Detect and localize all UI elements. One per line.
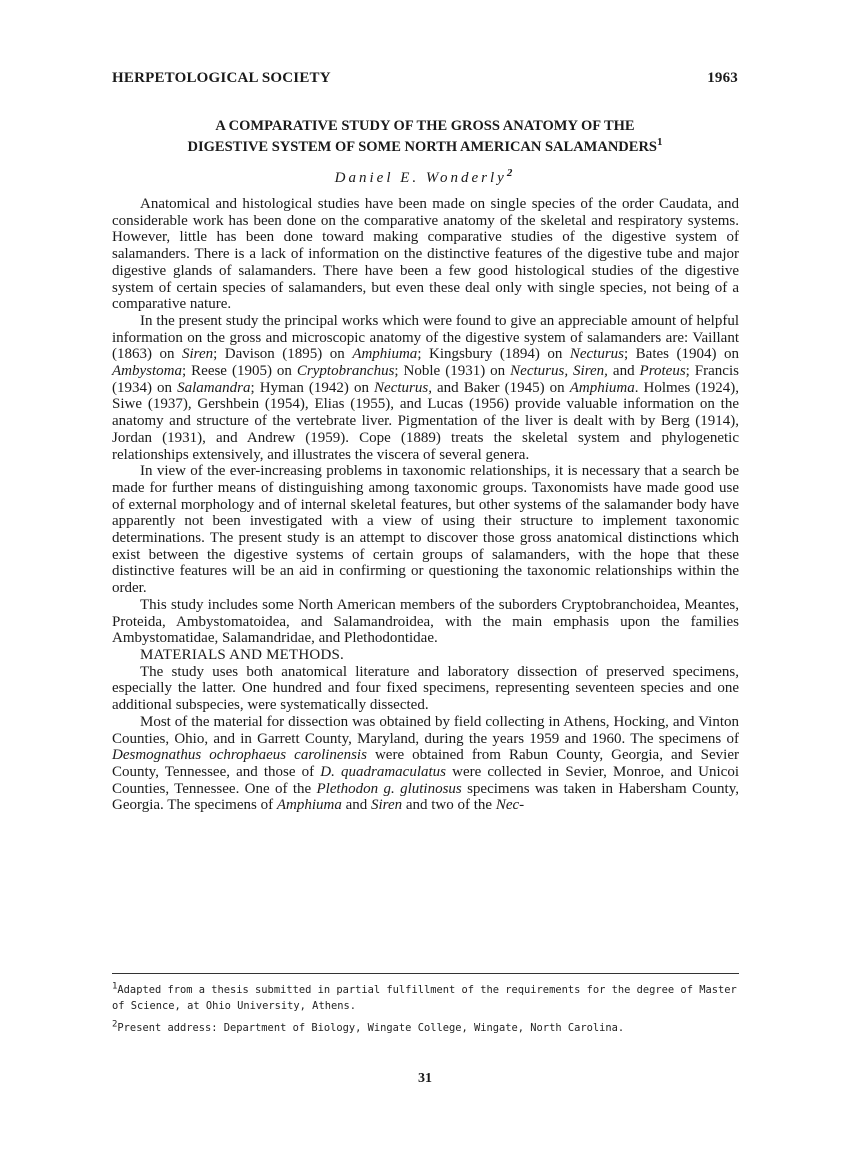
m2-text-d: specimens was taken in Habersham County, Georgia. The specimens of xyxy=(112,780,739,814)
methods-paragraph-2 xyxy=(112,714,739,814)
p2-text-f: ; Noble (1931) on xyxy=(394,363,511,380)
author-name: Daniel E. Wonderly xyxy=(334,170,507,186)
taxon-necturus: Necturus xyxy=(569,346,624,363)
taxon-desmognathus: Desmognathus ochrophaeus carolinensis xyxy=(112,747,367,764)
intro-paragraph-4: This study includes some North American members of the suborders Cryptobranchoidea, Meantes, Proteida, Ambystomatoidea, and Salamandroidea, with the main emphasis upon the families Ambystomatidae, Salamandridae, and Plethodontidae. xyxy=(112,596,739,647)
article-title xyxy=(112,116,738,158)
p2-text-a: In the present study the principal works which were found to give an appreciable amount of helpful information on the gross and microscopic anatomy of the digestive system of salamanders are: Vaillant (1863) on xyxy=(112,312,739,363)
intro-paragraph-2 xyxy=(112,313,739,463)
article-body xyxy=(112,196,739,814)
p2-text-e: ; Reese (1905) on xyxy=(182,363,297,380)
footnote-2-marker: 2 xyxy=(112,1019,118,1030)
footnote-2 xyxy=(112,1020,752,1036)
journal-name: HERPETOLOGICAL SOCIETY xyxy=(112,70,331,86)
section-heading-materials-methods: MATERIALS AND METHODS. xyxy=(140,646,344,663)
p2-text-k: . Holmes (1924), Siwe (1937), Gershbein (1954), Elias (1955), and Lucas (1956) provide valuable information on the anatomy and structure of the vertebrate liver. Pigmentation of the liver is dealt with by Berg (1914), Jordan (1931), and Andrew (1959). Cope (1889) treats the skeletal system and phylogenetic relationships extensively, and illustrates the viscera of several genera. xyxy=(112,379,739,463)
taxon-d-quadramaculatus: D. quadramaculatus xyxy=(320,763,446,780)
taxon-cryptobranchus: Cryptobranchus xyxy=(296,363,395,380)
publication-year: 1963 xyxy=(707,70,738,86)
taxon-siren-2: Siren xyxy=(371,797,403,814)
m2-text-b: were obtained from Rabun County, Georgia, and Sevier County, Tennessee, and those of xyxy=(112,747,739,780)
m2-text-f: and two of the xyxy=(402,797,496,814)
taxon-proteus: Proteus xyxy=(639,363,686,380)
taxon-siren: Siren xyxy=(182,346,214,363)
taxon-amphiuma: Amphiuma xyxy=(352,346,418,363)
p2-text-j: and Baker (1945) on xyxy=(431,379,570,396)
p2-text-h: ; Francis (1934) on xyxy=(112,363,739,396)
footnote-divider xyxy=(112,973,739,974)
m2-text-e: and xyxy=(341,797,371,814)
taxon-necturus-siren: Necturus, Siren, xyxy=(510,363,608,380)
taxon-nec-hyphenated: Nec- xyxy=(495,797,525,814)
p2-text-g: and xyxy=(607,363,640,380)
author-line xyxy=(112,167,738,187)
taxon-ambystoma: Ambystoma xyxy=(112,363,182,380)
author-footnote-marker[interactable]: 2 xyxy=(506,167,516,179)
footnote-1-marker: 1 xyxy=(112,981,118,992)
p2-text-b: ; Davison (1895) on xyxy=(213,346,353,363)
title-line-2-text: DIGESTIVE SYSTEM OF SOME NORTH AMERICAN SALAMANDERS xyxy=(187,139,657,155)
methods-paragraph-1: The study uses both anatomical literature and laboratory dissection of preserved specimens, especially the latter. One hundred and four fixed specimens, representing seventeen species and one additional subspecies, were systematically dissected. xyxy=(112,663,739,714)
p2-text-i: ; Hyman (1942) on xyxy=(250,379,375,396)
running-header xyxy=(112,70,738,87)
p2-text-d: ; Bates (1904) on xyxy=(624,346,740,363)
p2-text-c: ; Kingsbury (1894) on xyxy=(417,346,570,363)
title-line-1: A COMPARATIVE STUDY OF THE GROSS ANATOMY OF THE xyxy=(215,118,635,134)
title-footnote-marker[interactable]: 1 xyxy=(656,136,663,149)
taxon-necturus-2: Necturus, xyxy=(374,379,432,396)
footnotes xyxy=(112,982,752,1036)
taxon-plethodon: Plethodon g. glutinosus xyxy=(316,780,462,797)
footnote-2-text: Present address: Department of Biology, Wingate College, Wingate, North Carolina. xyxy=(117,1022,625,1034)
footnote-1-text: Adapted from a thesis submitted in partial fulfillment of the requirements for the degree of Master of Science, at Ohio University, Athens. xyxy=(112,984,737,1012)
page-number: 31 xyxy=(418,1071,432,1086)
intro-paragraph-1: Anatomical and histological studies have been made on single species of the order Caudata, and considerable work has been done on the comparative anatomy of the skeletal and respiratory systems. However, little has been done toward making comparative studies of the digestive system of salamanders. There is a lack of information on the distinctive features of the digestive tube and major digestive glands of salamanders. There have been a few good histological studies of the digestive system of certain species of salamanders, but even these deal only with single species, not being of a comparative nature. xyxy=(112,196,739,313)
taxon-salamandra: Salamandra xyxy=(177,379,251,396)
m2-text-c: were collected in Sevier, Monroe, and Unicoi Counties, Tennessee. One of the xyxy=(112,763,739,797)
taxon-amphiuma-3: Amphiuma xyxy=(276,797,342,814)
title-line-2 xyxy=(112,137,738,158)
m2-text-a: Most of the material for dissection was obtained by field collecting in Athens, Hocking, and Vinton Counties, Ohio, and in Garrett County, Maryland, during the years 1959 and 1960. The specimens of xyxy=(112,713,739,747)
footnote-1 xyxy=(112,982,752,1014)
taxon-amphiuma-2: Amphiuma xyxy=(569,379,635,396)
intro-paragraph-3: In view of the ever-increasing problems in taxonomic relationships, it is necessary that a search be made for further means of distinguishing among taxonomic groups. Taxonomists have made good use of external morphology and of internal skeletal features, but other systems of the salamander body have apparently not been investigated with a view of using their structure to implement taxonomic determinations. The present study is an attempt to discover those gross anatomical distinctions which exist between the digestive systems of certain groups of salamanders, with the hope that these distinctive features will be an aid in confirming or questioning the taxonomic relationships within the order. xyxy=(112,463,739,597)
